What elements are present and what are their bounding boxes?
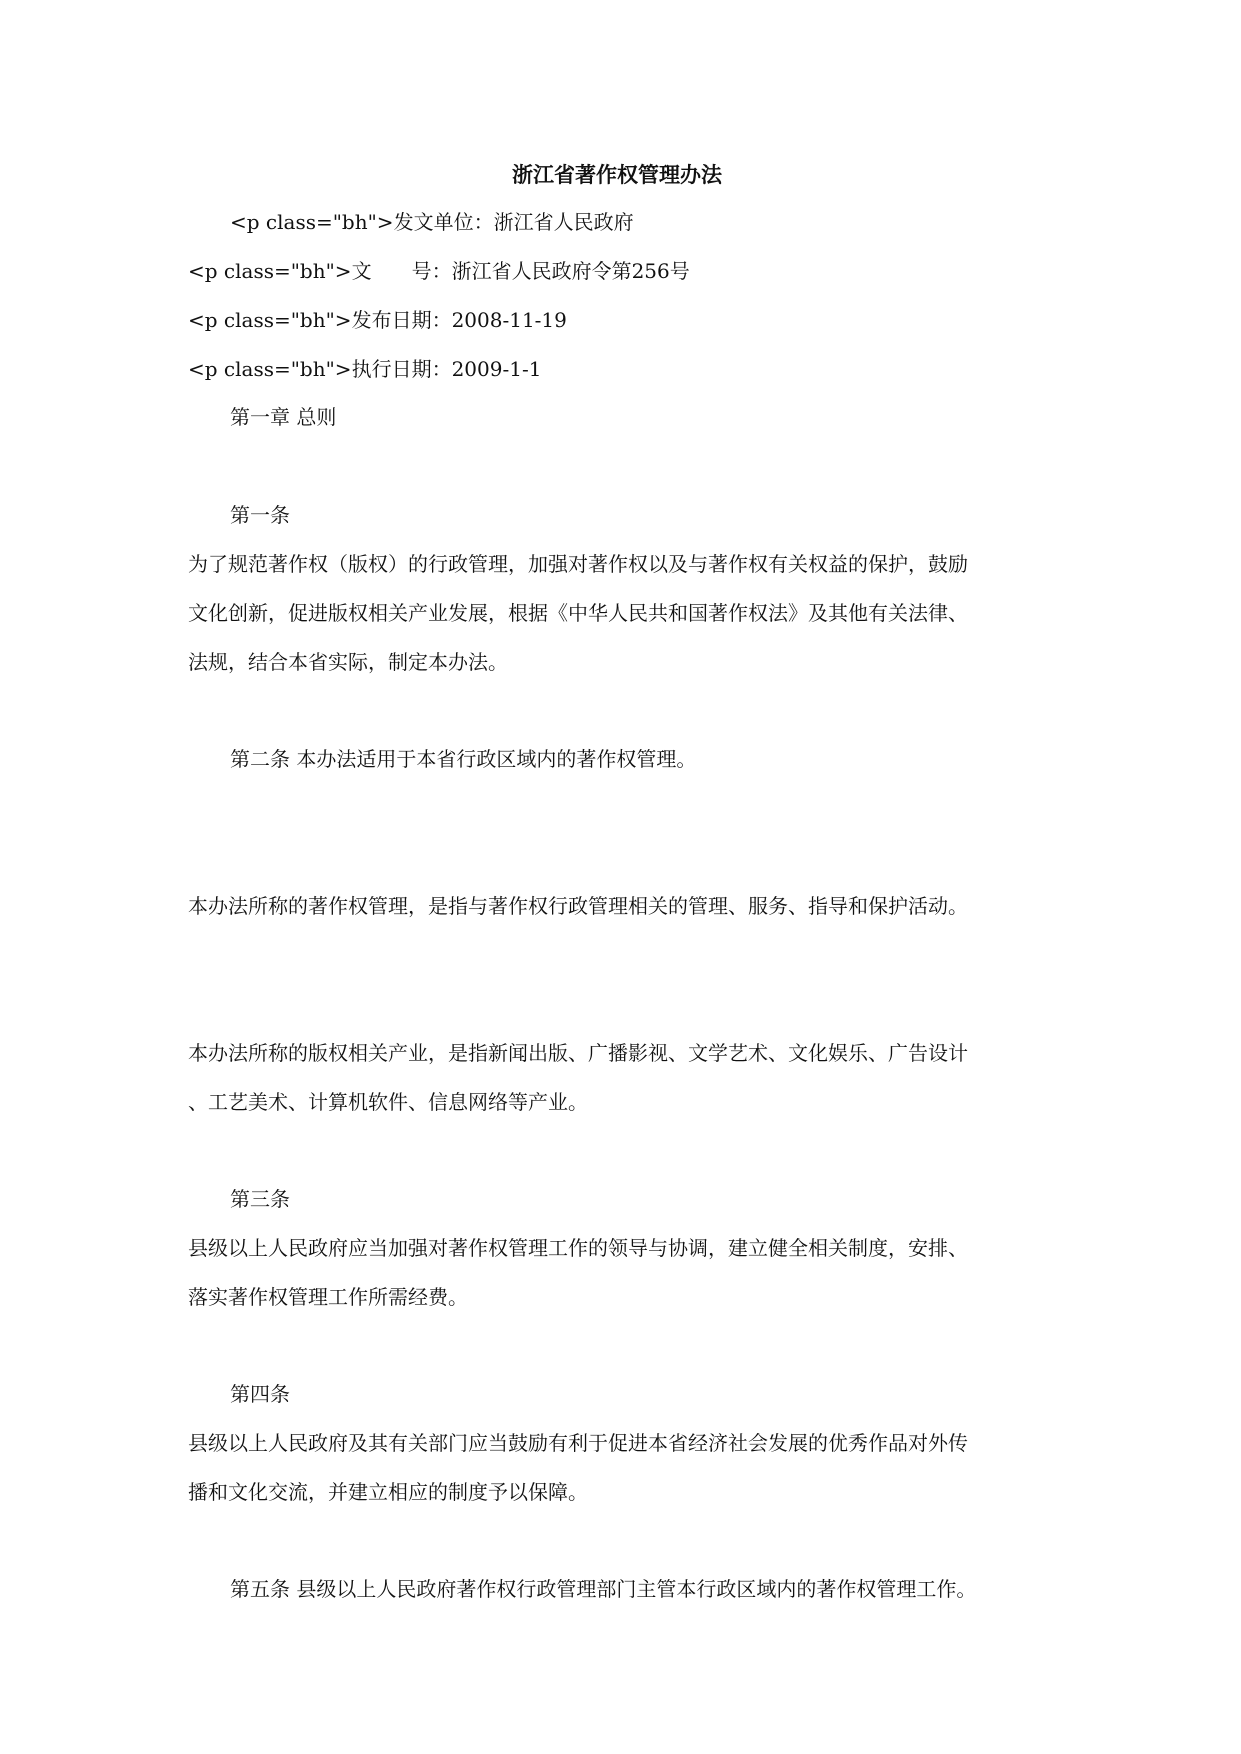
effective-date-line: <p class="bh">执行日期：2009-1-1 — [188, 357, 542, 381]
article-3-heading: 第三条 — [230, 1187, 290, 1211]
article-1-line: 为了规范著作权（版权）的行政管理，加强对著作权以及与著作权有关权益的保护，鼓励 — [188, 552, 968, 576]
article-4-heading: 第四条 — [230, 1382, 290, 1406]
issuer-line: <p class="bh">发文单位：浙江省人民政府 — [230, 210, 634, 234]
article-3-line: 县级以上人民政府应当加强对著作权管理工作的领导与协调，建立健全相关制度，安排、 — [188, 1236, 968, 1260]
article-4-line: 播和文化交流，并建立相应的制度予以保障。 — [188, 1480, 588, 1504]
article-5-text: 第五条 县级以上人民政府著作权行政管理部门主管本行政区域内的著作权管理工作。 — [230, 1577, 977, 1601]
chapter-heading: 第一章 总则 — [230, 405, 337, 429]
article-2-text: 第二条 本办法适用于本省行政区域内的著作权管理。 — [230, 747, 697, 771]
article-3-line: 落实著作权管理工作所需经费。 — [188, 1285, 468, 1309]
doc-number-line: <p class="bh">文 号：浙江省人民政府令第256号 — [188, 259, 690, 283]
article-2-paragraph-3-line: 本办法所称的版权相关产业，是指新闻出版、广播影视、文学艺术、文化娱乐、广告设计 — [188, 1041, 968, 1065]
article-4-line: 县级以上人民政府及其有关部门应当鼓励有利于促进本省经济社会发展的优秀作品对外传 — [188, 1431, 968, 1455]
article-1-heading: 第一条 — [230, 503, 290, 527]
document-title: 浙江省著作权管理办法 — [512, 162, 722, 187]
article-1-line: 文化创新，促进版权相关产业发展，根据《中华人民共和国著作权法》及其他有关法律、 — [188, 601, 968, 625]
article-2-paragraph-3-line: 、工艺美术、计算机软件、信息网络等产业。 — [188, 1090, 588, 1114]
publish-date-line: <p class="bh">发布日期：2008-11-19 — [188, 308, 567, 332]
article-1-line: 法规，结合本省实际，制定本办法。 — [188, 650, 508, 674]
article-2-paragraph-2: 本办法所称的著作权管理，是指与著作权行政管理相关的管理、服务、指导和保护活动。 — [188, 894, 968, 918]
